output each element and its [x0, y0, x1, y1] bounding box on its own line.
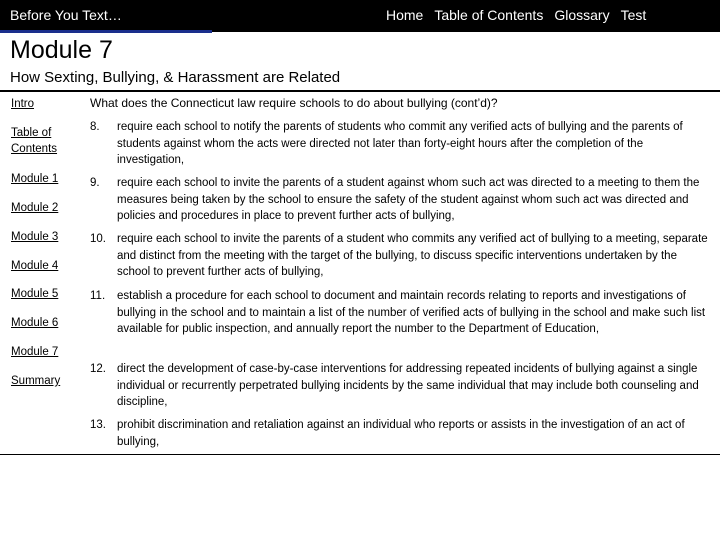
- list-item: [90, 361, 710, 411]
- sidebar-item-module-4[interactable]: Module 4: [11, 260, 59, 272]
- page-title: Module 7: [10, 36, 113, 64]
- sidebar-item-module-5[interactable]: Module 5: [11, 288, 59, 300]
- list-item: [90, 119, 710, 169]
- nav-test-link[interactable]: Test: [620, 7, 647, 23]
- sidebar-item-intro[interactable]: Intro: [11, 98, 35, 110]
- sidebar-item-module-1[interactable]: Module 1: [11, 173, 59, 185]
- list-item: [90, 417, 710, 450]
- list-item: [90, 231, 710, 281]
- list-item-text: require each school to notify the parents of students who commit any verified acts of bullying and the parents of students against whom the acts were directed not later than forty-eight hours after the completion of the investigation,: [117, 121, 683, 167]
- sidebar-item-summary[interactable]: Summary: [11, 375, 61, 387]
- sidebar-item-module-3[interactable]: Module 3: [11, 231, 59, 243]
- list-item-number: 8.: [90, 121, 100, 133]
- list-item-number: 12.: [90, 363, 106, 375]
- sidebar-item-module-6[interactable]: Module 6: [11, 317, 59, 329]
- list-item-text: require each school to invite the parents of a student who commits any verified act of bullying to a meeting, separate and distinct from the meeting with the target of the bullying, to discuss specific interventions undertaken by the school to prevent further acts of bullying,: [117, 233, 708, 279]
- header-accent-line: [0, 30, 212, 33]
- list-item-number: 9.: [90, 177, 100, 189]
- list-item-text: require each school to invite the parents of a student against whom such act was directed to a meeting to them the measures being taken by the school to ensure the safety of the student against whom such act was directed and policies and procedures in place to prevent further acts of bullying,: [117, 177, 700, 223]
- list-item-number: 10.: [90, 233, 106, 245]
- header-left-text: Before You Text…: [10, 7, 122, 23]
- list-item-number: 13.: [90, 419, 106, 431]
- list-item: [90, 175, 710, 225]
- title-divider: [0, 90, 720, 92]
- list-item-text: direct the development of case-by-case interventions for addressing repeated incidents of bullying against a single individual or recurrently perpetrated bullying incidents by the same individual that may include both counseling and discipline,: [117, 363, 699, 409]
- top-nav: [386, 7, 657, 23]
- nav-table-of-contents-link[interactable]: Table of Contents: [434, 7, 544, 23]
- list-item-text: establish a procedure for each school to document and maintain records relating to reports and investigations of bullying in the school and to maintain a list of the number of verified acts of bullying in the school and make such list available for public inspection, and annually report the number to the Department of Education,: [117, 290, 706, 336]
- nav-glossary-link[interactable]: Glossary: [554, 7, 610, 23]
- page-subtitle: How Sexting, Bullying, & Harassment are Related: [10, 69, 341, 86]
- list-item: [90, 288, 710, 338]
- sidebar-item-table-of-contents[interactable]: Table of Contents: [11, 127, 58, 155]
- list-item-number: 11.: [90, 290, 106, 302]
- bottom-divider: [0, 454, 720, 455]
- sidebar-item-module-7[interactable]: Module 7: [11, 346, 59, 358]
- sidebar-item-module-2[interactable]: Module 2: [11, 202, 59, 214]
- list-item-text: prohibit discrimination and retaliation against an individual who reports or assists in the investigation of an act of bullying,: [117, 419, 685, 448]
- content-question: What does the Connecticut law require schools to do about bullying (cont’d)?: [90, 96, 498, 110]
- nav-home-link[interactable]: Home: [386, 7, 424, 23]
